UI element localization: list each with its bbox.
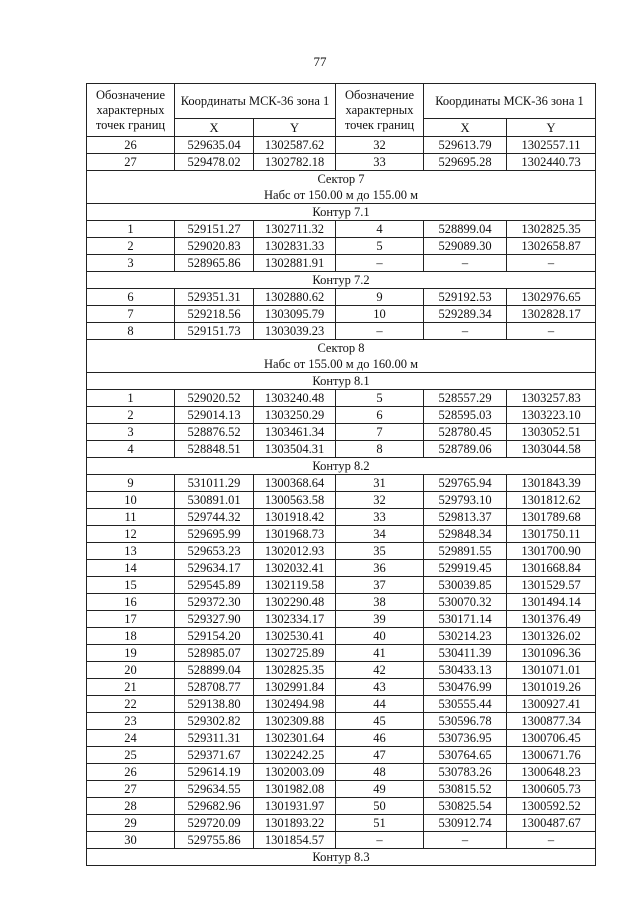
y-coordinate: 1301893.22 xyxy=(254,815,336,832)
point-number: 2 xyxy=(87,238,175,255)
contour-title: Контур 8.3 xyxy=(87,849,596,866)
y-coordinate: 1301529.57 xyxy=(507,577,596,594)
x-coordinate: 530596.78 xyxy=(424,713,507,730)
x-coordinate: 529311.31 xyxy=(175,730,254,747)
table-row xyxy=(87,543,596,560)
point-number: 46 xyxy=(336,730,424,747)
y-coordinate: 1302334.17 xyxy=(254,611,336,628)
y-coordinate: 1300592.52 xyxy=(507,798,596,815)
point-number: 25 xyxy=(87,747,175,764)
x-coordinate: 530815.52 xyxy=(424,781,507,798)
y-coordinate: 1302309.88 xyxy=(254,713,336,730)
x-coordinate: 529372.30 xyxy=(175,594,254,611)
contour-title: Контур 8.1 xyxy=(87,373,596,390)
x-coordinate: 529020.83 xyxy=(175,238,254,255)
y-coordinate: 1301843.39 xyxy=(507,475,596,492)
y-coordinate: 1302725.89 xyxy=(254,645,336,662)
point-number: 17 xyxy=(87,611,175,628)
table-row xyxy=(87,594,596,611)
x-coordinate: 529478.02 xyxy=(175,154,254,171)
y-coordinate: 1302881.91 xyxy=(254,255,336,272)
point-number: 29 xyxy=(87,815,175,832)
table-row xyxy=(87,289,596,306)
point-number: 51 xyxy=(336,815,424,832)
sector-height-range: Набс от 150.00 м до 155.00 м xyxy=(87,187,596,204)
x-coordinate: 529744.32 xyxy=(175,509,254,526)
x-coordinate: 529682.96 xyxy=(175,798,254,815)
table-row xyxy=(87,255,596,272)
y-coordinate: 1302290.48 xyxy=(254,594,336,611)
x-coordinate: 528780.45 xyxy=(424,424,507,441)
x-coordinate: 530891.01 xyxy=(175,492,254,509)
x-coordinate: 529218.56 xyxy=(175,306,254,323)
table-row xyxy=(87,662,596,679)
x-coordinate: 529695.99 xyxy=(175,526,254,543)
table-row xyxy=(87,611,596,628)
point-number: 19 xyxy=(87,645,175,662)
x-coordinate: 529289.34 xyxy=(424,306,507,323)
x-coordinate: – xyxy=(424,323,507,340)
x-coordinate: 530555.44 xyxy=(424,696,507,713)
point-number: 10 xyxy=(87,492,175,509)
point-number: 9 xyxy=(336,289,424,306)
point-number: 28 xyxy=(87,798,175,815)
x-coordinate: 530214.23 xyxy=(424,628,507,645)
x-coordinate: 529545.89 xyxy=(175,577,254,594)
point-number: 11 xyxy=(87,509,175,526)
x-coordinate: 529793.10 xyxy=(424,492,507,509)
point-number: 2 xyxy=(87,407,175,424)
y-column-header: Y xyxy=(507,119,596,137)
sector-title: Сектор 8 xyxy=(87,340,596,357)
x-coordinate: 528557.29 xyxy=(424,390,507,407)
y-coordinate: 1302530.41 xyxy=(254,628,336,645)
point-number: 38 xyxy=(336,594,424,611)
table-row xyxy=(87,730,596,747)
y-coordinate: 1300648.23 xyxy=(507,764,596,781)
point-number: 40 xyxy=(336,628,424,645)
point-number: 9 xyxy=(87,475,175,492)
point-number: 5 xyxy=(336,390,424,407)
x-coordinate: 530825.54 xyxy=(424,798,507,815)
x-coordinate: 530783.26 xyxy=(424,764,507,781)
x-coordinate: 528899.04 xyxy=(175,662,254,679)
point-number: 32 xyxy=(336,492,424,509)
x-coordinate: 529020.52 xyxy=(175,390,254,407)
y-coordinate: 1302658.87 xyxy=(507,238,596,255)
y-coordinate: 1300671.76 xyxy=(507,747,596,764)
table-body xyxy=(87,137,596,866)
point-number: 5 xyxy=(336,238,424,255)
y-coordinate: 1301326.02 xyxy=(507,628,596,645)
point-number: 35 xyxy=(336,543,424,560)
table-row xyxy=(87,764,596,781)
point-number: 4 xyxy=(87,441,175,458)
x-coordinate: – xyxy=(424,832,507,849)
point-number: 43 xyxy=(336,679,424,696)
table-row xyxy=(87,781,596,798)
point-number: 39 xyxy=(336,611,424,628)
point-number: 6 xyxy=(336,407,424,424)
x-coordinate: 529302.82 xyxy=(175,713,254,730)
y-coordinate: 1301854.57 xyxy=(254,832,336,849)
y-coordinate: 1302782.18 xyxy=(254,154,336,171)
y-coordinate: 1302494.98 xyxy=(254,696,336,713)
y-coordinate: 1302825.35 xyxy=(254,662,336,679)
x-column-header: X xyxy=(424,119,507,137)
table-row xyxy=(87,832,596,849)
table-row xyxy=(87,221,596,238)
y-coordinate: 1302440.73 xyxy=(507,154,596,171)
y-coordinate: 1300706.45 xyxy=(507,730,596,747)
x-coordinate: 529154.20 xyxy=(175,628,254,645)
x-coordinate: 529635.04 xyxy=(175,137,254,154)
y-coordinate: 1301918.42 xyxy=(254,509,336,526)
contour-row xyxy=(87,373,596,390)
y-coordinate: 1303461.34 xyxy=(254,424,336,441)
point-number: 41 xyxy=(336,645,424,662)
y-coordinate: 1301494.14 xyxy=(507,594,596,611)
x-coordinate: 529613.79 xyxy=(424,137,507,154)
y-coordinate: 1302825.35 xyxy=(507,221,596,238)
y-coordinate: 1303095.79 xyxy=(254,306,336,323)
x-coordinate: 529351.31 xyxy=(175,289,254,306)
x-coordinate: 529891.55 xyxy=(424,543,507,560)
point-number: 49 xyxy=(336,781,424,798)
point-number: – xyxy=(336,323,424,340)
y-coordinate: 1301376.49 xyxy=(507,611,596,628)
x-coordinate: 529327.90 xyxy=(175,611,254,628)
y-coordinate: 1302831.33 xyxy=(254,238,336,255)
table-row xyxy=(87,390,596,407)
x-coordinate: 530736.95 xyxy=(424,730,507,747)
table-row xyxy=(87,628,596,645)
point-number: 4 xyxy=(336,221,424,238)
x-column-header: X xyxy=(175,119,254,137)
point-number: 30 xyxy=(87,832,175,849)
x-coordinate: 529371.67 xyxy=(175,747,254,764)
contour-row xyxy=(87,204,596,221)
y-coordinate: 1301968.73 xyxy=(254,526,336,543)
table-row xyxy=(87,238,596,255)
contour-row xyxy=(87,849,596,866)
table-row xyxy=(87,560,596,577)
y-coordinate: 1302880.62 xyxy=(254,289,336,306)
point-number: 23 xyxy=(87,713,175,730)
point-number: 50 xyxy=(336,798,424,815)
x-coordinate: – xyxy=(424,255,507,272)
point-number: 45 xyxy=(336,713,424,730)
point-number: 14 xyxy=(87,560,175,577)
x-coordinate: 528789.06 xyxy=(424,441,507,458)
y-coordinate: 1303039.23 xyxy=(254,323,336,340)
x-coordinate: 528708.77 xyxy=(175,679,254,696)
y-coordinate: 1301096.36 xyxy=(507,645,596,662)
y-coordinate: – xyxy=(507,323,596,340)
table-row xyxy=(87,492,596,509)
sector-range-row xyxy=(87,187,596,204)
page-number: 77 xyxy=(313,54,327,69)
y-coordinate: 1302119.58 xyxy=(254,577,336,594)
table-row xyxy=(87,154,596,171)
table-row xyxy=(87,323,596,340)
x-coordinate: 530070.32 xyxy=(424,594,507,611)
table-row xyxy=(87,475,596,492)
contour-row xyxy=(87,458,596,475)
point-number: 36 xyxy=(336,560,424,577)
y-coordinate: 1300877.34 xyxy=(507,713,596,730)
x-coordinate: 529720.09 xyxy=(175,815,254,832)
table-row xyxy=(87,441,596,458)
point-number: 42 xyxy=(336,662,424,679)
y-coordinate: 1301700.90 xyxy=(507,543,596,560)
x-coordinate: 529634.17 xyxy=(175,560,254,577)
y-coordinate: 1301071.01 xyxy=(507,662,596,679)
sector-height-range: Набс от 155.00 м до 160.00 м xyxy=(87,356,596,373)
point-number: 22 xyxy=(87,696,175,713)
x-coordinate: 529151.27 xyxy=(175,221,254,238)
point-number: 12 xyxy=(87,526,175,543)
x-coordinate: 530476.99 xyxy=(424,679,507,696)
point-number: 37 xyxy=(336,577,424,594)
point-number: 15 xyxy=(87,577,175,594)
table-row xyxy=(87,509,596,526)
y-coordinate: 1302711.32 xyxy=(254,221,336,238)
table-row xyxy=(87,696,596,713)
y-coordinate: 1303223.10 xyxy=(507,407,596,424)
x-coordinate: 529765.94 xyxy=(424,475,507,492)
x-coordinate: 530433.13 xyxy=(424,662,507,679)
table-row xyxy=(87,137,596,154)
coordinates-table xyxy=(86,83,596,866)
point-number: 31 xyxy=(336,475,424,492)
y-column-header: Y xyxy=(254,119,336,137)
y-coordinate: 1302991.84 xyxy=(254,679,336,696)
y-coordinate: 1302012.93 xyxy=(254,543,336,560)
x-coordinate: 529848.34 xyxy=(424,526,507,543)
table-row xyxy=(87,306,596,323)
x-coordinate: 530912.74 xyxy=(424,815,507,832)
y-coordinate: 1301019.26 xyxy=(507,679,596,696)
sector-range-row xyxy=(87,356,596,373)
x-coordinate: 528985.07 xyxy=(175,645,254,662)
point-number: 33 xyxy=(336,509,424,526)
point-number: 26 xyxy=(87,137,175,154)
x-coordinate: 530411.39 xyxy=(424,645,507,662)
point-number: – xyxy=(336,255,424,272)
point-number: 20 xyxy=(87,662,175,679)
point-number: 24 xyxy=(87,730,175,747)
y-coordinate: 1302587.62 xyxy=(254,137,336,154)
y-coordinate: 1303044.58 xyxy=(507,441,596,458)
y-coordinate: 1300605.73 xyxy=(507,781,596,798)
x-coordinate: 529695.28 xyxy=(424,154,507,171)
table-row xyxy=(87,526,596,543)
y-coordinate: 1302557.11 xyxy=(507,137,596,154)
y-coordinate: 1302976.65 xyxy=(507,289,596,306)
table-row xyxy=(87,713,596,730)
coords-group-header: Координаты МСК-36 зона 1 xyxy=(424,84,596,119)
point-column-header: Обозначение характерных точек границ xyxy=(87,84,175,137)
x-coordinate: 528876.52 xyxy=(175,424,254,441)
y-coordinate: 1303240.48 xyxy=(254,390,336,407)
x-coordinate: 530039.85 xyxy=(424,577,507,594)
x-coordinate: 529138.80 xyxy=(175,696,254,713)
point-number: 34 xyxy=(336,526,424,543)
point-number: 32 xyxy=(336,137,424,154)
x-coordinate: 528965.86 xyxy=(175,255,254,272)
x-coordinate: 529919.45 xyxy=(424,560,507,577)
y-coordinate: 1300487.67 xyxy=(507,815,596,832)
table-header xyxy=(87,84,596,137)
y-coordinate: 1303250.29 xyxy=(254,407,336,424)
sector-title: Сектор 7 xyxy=(87,171,596,188)
x-coordinate: 529653.23 xyxy=(175,543,254,560)
y-coordinate: 1303052.51 xyxy=(507,424,596,441)
contour-row xyxy=(87,272,596,289)
y-coordinate: 1302301.64 xyxy=(254,730,336,747)
x-coordinate: 529014.13 xyxy=(175,407,254,424)
x-coordinate: 529614.19 xyxy=(175,764,254,781)
point-number: 16 xyxy=(87,594,175,611)
y-coordinate: 1302828.17 xyxy=(507,306,596,323)
y-coordinate: 1301789.68 xyxy=(507,509,596,526)
x-coordinate: 529634.55 xyxy=(175,781,254,798)
point-number: 7 xyxy=(336,424,424,441)
point-number: 6 xyxy=(87,289,175,306)
table-row xyxy=(87,747,596,764)
point-number: 8 xyxy=(336,441,424,458)
x-coordinate: 529151.73 xyxy=(175,323,254,340)
table-row xyxy=(87,645,596,662)
y-coordinate: 1302032.41 xyxy=(254,560,336,577)
contour-title: Контур 8.2 xyxy=(87,458,596,475)
table-row xyxy=(87,577,596,594)
point-number: 27 xyxy=(87,154,175,171)
point-number: 7 xyxy=(87,306,175,323)
sector-row xyxy=(87,171,596,188)
x-coordinate: 530171.14 xyxy=(424,611,507,628)
table-row xyxy=(87,798,596,815)
point-number: 48 xyxy=(336,764,424,781)
x-coordinate: 528595.03 xyxy=(424,407,507,424)
point-number: 33 xyxy=(336,154,424,171)
point-number: 21 xyxy=(87,679,175,696)
table-row xyxy=(87,815,596,832)
point-number: 47 xyxy=(336,747,424,764)
y-coordinate: 1300563.58 xyxy=(254,492,336,509)
y-coordinate: 1301750.11 xyxy=(507,526,596,543)
y-coordinate: – xyxy=(507,255,596,272)
x-coordinate: 528848.51 xyxy=(175,441,254,458)
contour-title: Контур 7.2 xyxy=(87,272,596,289)
point-column-header: Обозначение характерных точек границ xyxy=(336,84,424,137)
point-number: 44 xyxy=(336,696,424,713)
y-coordinate: 1302003.09 xyxy=(254,764,336,781)
point-number: 18 xyxy=(87,628,175,645)
point-number: 10 xyxy=(336,306,424,323)
y-coordinate: – xyxy=(507,832,596,849)
x-coordinate: 529089.30 xyxy=(424,238,507,255)
y-coordinate: 1301812.62 xyxy=(507,492,596,509)
sector-row xyxy=(87,340,596,357)
y-coordinate: 1303257.83 xyxy=(507,390,596,407)
y-coordinate: 1302242.25 xyxy=(254,747,336,764)
x-coordinate: 529755.86 xyxy=(175,832,254,849)
y-coordinate: 1301982.08 xyxy=(254,781,336,798)
point-number: 8 xyxy=(87,323,175,340)
coords-group-header: Координаты МСК-36 зона 1 xyxy=(175,84,336,119)
table-row xyxy=(87,424,596,441)
y-coordinate: 1301931.97 xyxy=(254,798,336,815)
point-number: 1 xyxy=(87,221,175,238)
point-number: 27 xyxy=(87,781,175,798)
table-row xyxy=(87,407,596,424)
y-coordinate: 1303504.31 xyxy=(254,441,336,458)
x-coordinate: 529813.37 xyxy=(424,509,507,526)
point-number: 3 xyxy=(87,424,175,441)
contour-title: Контур 7.1 xyxy=(87,204,596,221)
point-number: 13 xyxy=(87,543,175,560)
point-number: 26 xyxy=(87,764,175,781)
point-number: 3 xyxy=(87,255,175,272)
y-coordinate: 1300927.41 xyxy=(507,696,596,713)
y-coordinate: 1300368.64 xyxy=(254,475,336,492)
x-coordinate: 530764.65 xyxy=(424,747,507,764)
x-coordinate: 531011.29 xyxy=(175,475,254,492)
x-coordinate: 528899.04 xyxy=(424,221,507,238)
point-number: 1 xyxy=(87,390,175,407)
point-number: – xyxy=(336,832,424,849)
x-coordinate: 529192.53 xyxy=(424,289,507,306)
table-row xyxy=(87,679,596,696)
y-coordinate: 1301668.84 xyxy=(507,560,596,577)
